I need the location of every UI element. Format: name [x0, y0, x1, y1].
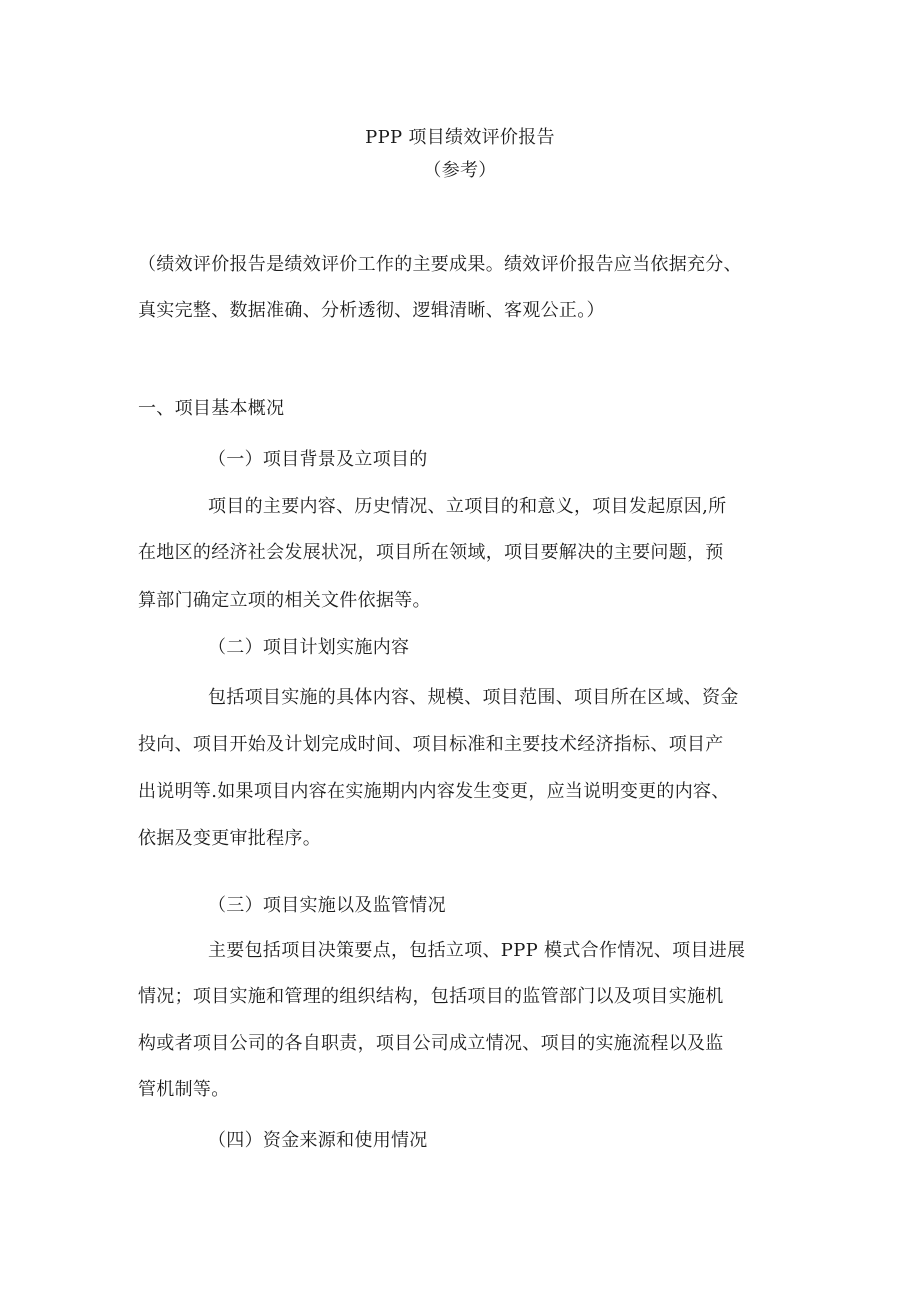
subsection-3-line-4: 管机制等。	[138, 1079, 230, 1100]
document-title: PPP 项目绩效评价报告	[365, 127, 555, 148]
subsection-1-line-1: 项目的主要内容、历史情况、立项目的和意义，项目发起原因,所	[208, 496, 727, 517]
subsection-3-line-3: 构或者项目公司的各自职责，项目公司成立情况、项目的实施流程以及监	[138, 1033, 724, 1054]
subsection-4-heading: （四）资金来源和使用情况	[208, 1130, 428, 1151]
subsection-3-line-2: 情况；项目实施和管理的组织结构，包括项目的监管部门以及项目实施机	[138, 986, 724, 1007]
subsection-2-line-2: 投向、项目开始及计划完成时间、项目标准和主要技术经济指标、项目产	[138, 734, 724, 755]
intro-line-1: （绩效评价报告是绩效评价工作的主要成果。绩效评价报告应当依据充分、	[138, 254, 742, 275]
subsection-2-line-4: 依据及变更审批程序。	[138, 828, 321, 849]
intro-line-2: 真实完整、数据准确、分析透彻、逻辑清晰、客观公正。）	[138, 300, 605, 321]
subsection-1-line-2: 在地区的经济社会发展状况，项目所在领域，项目要解决的主要问题，预	[138, 542, 724, 563]
document-subtitle: （参考）	[423, 160, 497, 181]
subsection-3-line-1: 主要包括项目决策要点，包括立项、PPP 模式合作情况、项目进展	[208, 940, 746, 961]
subsection-1-line-3: 算部门确定立项的相关文件依据等。	[138, 590, 431, 611]
subsection-1-heading: （一）项目背景及立项目的	[208, 449, 428, 470]
section-1-heading: 一、项目基本概况	[138, 398, 285, 419]
subsection-2-line-1: 包括项目实施的具体内容、规模、项目范围、项目所在区域、资金	[208, 687, 739, 708]
subsection-2-line-3: 出说明等.如果项目内容在实施期内内容发生变更，应当说明变更的内容、	[138, 781, 730, 802]
subsection-2-heading: （二）项目计划实施内容	[208, 637, 410, 658]
subsection-3-heading: （三）项目实施以及监管情况	[208, 895, 446, 916]
